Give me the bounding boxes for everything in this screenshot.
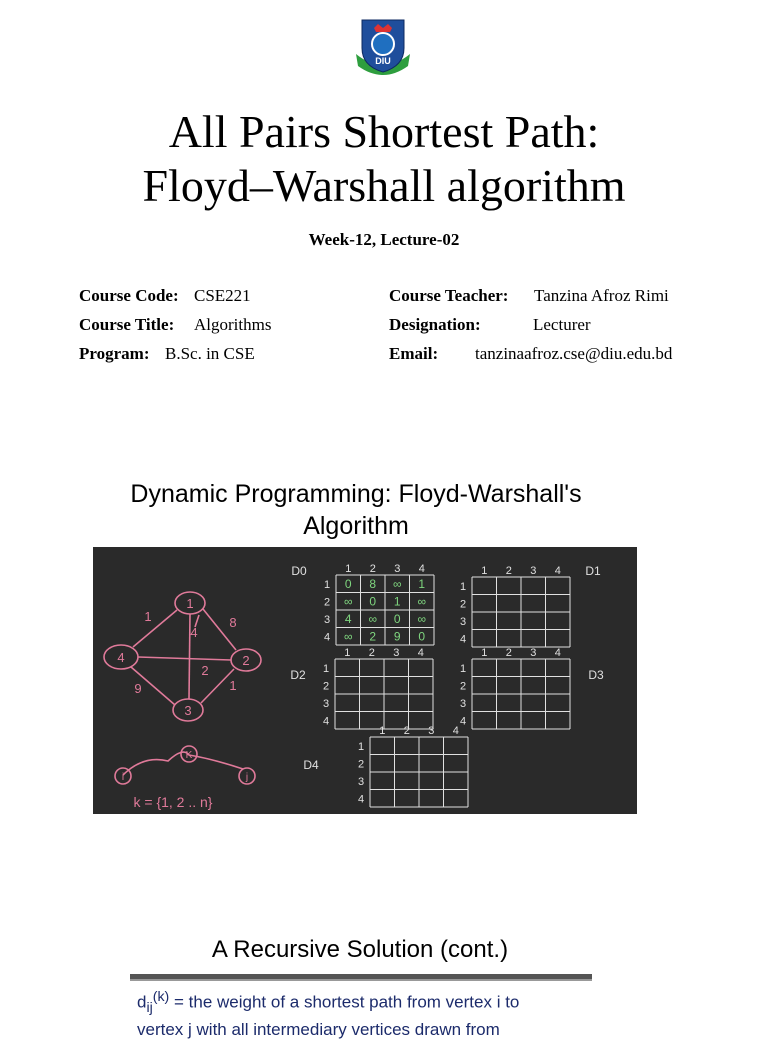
course-code-label: Course Code: xyxy=(79,286,179,305)
matrix-d0-cell: 1 xyxy=(418,577,426,591)
matrix-d0-col-header: 3 xyxy=(394,563,401,575)
matrix-d4-col-header: 4 xyxy=(452,725,459,737)
designation-label: Designation: xyxy=(389,315,481,334)
matrix-d2-row-header: 4 xyxy=(322,715,330,728)
matrix-d2-label: D2 xyxy=(290,668,306,682)
matrix-d2-col-header: 4 xyxy=(417,647,424,659)
diu-logo xyxy=(352,14,414,78)
graph-node-label: 4 xyxy=(117,650,125,665)
matrix-d3-row-header: 4 xyxy=(459,715,467,728)
section-heading-line-1: Dynamic Programming: Floyd-Warshall's xyxy=(130,480,582,508)
matrix-d0-row-header: 3 xyxy=(323,614,331,626)
matrix-d3-col-header: 2 xyxy=(505,647,512,659)
matrix-d2-col-header: 1 xyxy=(344,647,351,659)
matrix-d1-col-header: 2 xyxy=(505,565,512,577)
matrix-d1-col-header: 3 xyxy=(530,565,537,577)
definition-line-2: vertex j with all intermediary vertices drawn from xyxy=(137,1020,500,1040)
matrix-d1-col-header: 4 xyxy=(554,565,561,577)
matrix-d0-cell: 0 xyxy=(418,629,426,644)
edge-weight-label: 8 xyxy=(229,615,237,630)
matrix-d4-row-header: 1 xyxy=(357,741,365,753)
matrix-d3-row-header: 1 xyxy=(459,663,467,675)
section-heading-recursive: A Recursive Solution (cont.) xyxy=(211,936,509,963)
matrix-d0-cell: ∞ xyxy=(417,612,427,626)
matrix-d3-label: D3 xyxy=(588,668,604,682)
matrix-d0-cell: 0 xyxy=(393,612,401,626)
email-label: Email: xyxy=(389,344,439,363)
matrix-d2-row-header: 1 xyxy=(322,663,330,675)
matrix-d2-col-header: 2 xyxy=(368,647,375,659)
path-label-i: i xyxy=(121,772,125,783)
matrix-d0-cell: 8 xyxy=(369,577,377,591)
section-heading-line-2: Algorithm xyxy=(303,512,409,540)
matrix-d3-row-header: 3 xyxy=(459,698,467,710)
course-code-value: CSE221 xyxy=(194,286,251,305)
email-value: tanzinaafroz.cse@diu.edu.bd xyxy=(475,344,673,363)
matrix-d0-row-header: 2 xyxy=(323,596,331,609)
graph-node-label: 3 xyxy=(184,703,192,718)
matrix-d1-label: D1 xyxy=(585,564,601,578)
matrix-d1-row-header: 2 xyxy=(459,598,467,611)
edge-weight-label: 1 xyxy=(144,609,152,624)
lecture-subtitle: Week-12, Lecture-02 xyxy=(308,230,460,249)
matrix-d4-row-header: 3 xyxy=(357,776,365,788)
definition-subscript: ij xyxy=(146,1000,153,1017)
section-heading-dp xyxy=(94,478,618,542)
matrix-d0-cell: 4 xyxy=(344,612,352,626)
course-title-value: Algorithms xyxy=(194,315,272,334)
edge-weight-label: 9 xyxy=(134,681,142,696)
matrix-d0-col-header: 2 xyxy=(369,563,376,575)
matrix-d0-row-header: 4 xyxy=(323,631,331,644)
path-label-j: j xyxy=(245,772,249,783)
definition-line-1: = the weight of a shortest path from vertex i to xyxy=(169,992,520,1012)
set-notation: k = {1, 2 .. n} xyxy=(133,794,213,810)
matrix-d2-row-header: 2 xyxy=(322,680,330,693)
matrix-d0-col-header: 4 xyxy=(418,563,425,575)
matrix-d0-cell: 0 xyxy=(344,577,352,591)
gear-icon xyxy=(372,33,394,55)
matrix-d2-row-header: 3 xyxy=(322,698,330,710)
program-label: Program: xyxy=(79,344,150,363)
graph-node-label: 1 xyxy=(186,596,194,611)
edge-weight-label: 1 xyxy=(229,678,237,693)
title-line-2: Floyd–Warshall algorithm xyxy=(142,160,626,211)
teacher-label: Course Teacher: xyxy=(389,286,509,305)
matrix-d4-col-header: 3 xyxy=(428,725,435,737)
matrix-d3-row-header: 2 xyxy=(459,680,467,693)
heading-rule xyxy=(130,974,592,981)
matrix-d0-cell: ∞ xyxy=(392,577,402,591)
matrix-d3-col-header: 4 xyxy=(554,647,561,659)
course-title-label: Course Title: xyxy=(79,315,175,334)
matrix-d0-cell: ∞ xyxy=(343,594,353,609)
designation-value: Lecturer xyxy=(533,315,591,334)
matrix-d1-row-header: 4 xyxy=(459,633,467,646)
matrix-d1-row-header: 1 xyxy=(459,581,467,593)
matrix-d3-col-header: 1 xyxy=(481,647,488,659)
matrix-d0-cell: 9 xyxy=(393,629,401,644)
matrix-d4-col-header: 1 xyxy=(379,725,386,737)
chalkboard-figure xyxy=(93,547,637,814)
program-value: B.Sc. in CSE xyxy=(165,344,255,363)
chalkboard-background xyxy=(93,547,637,814)
matrix-d0-row-header: 1 xyxy=(323,579,331,591)
definition-superscript: (k) xyxy=(152,989,170,1005)
teacher-value: Tanzina Afroz Rimi xyxy=(534,286,669,305)
edge-weight-label: 2 xyxy=(201,663,209,678)
definition-text xyxy=(137,986,607,1041)
matrix-d4-row-header: 2 xyxy=(357,758,365,771)
path-label-k: K xyxy=(185,750,193,761)
matrix-d0-cell: ∞ xyxy=(417,594,427,609)
matrix-d1-row-header: 3 xyxy=(459,616,467,628)
matrix-d0-col-header: 1 xyxy=(345,563,352,575)
matrix-d0-label: D0 xyxy=(291,564,307,578)
matrix-d1-col-header: 1 xyxy=(481,565,488,577)
matrix-d2-col-header: 3 xyxy=(393,647,400,659)
edge-weight-label: 4 xyxy=(190,625,198,640)
definition-symbol: d xyxy=(137,992,147,1012)
graph-node-label: 2 xyxy=(242,653,250,668)
matrix-d4-row-header: 4 xyxy=(357,793,365,806)
title-line-1: All Pairs Shortest Path: xyxy=(168,106,600,157)
matrix-d0-cell: 2 xyxy=(369,629,377,644)
matrix-d0-cell: ∞ xyxy=(343,629,353,644)
matrix-d0-cell: 0 xyxy=(369,594,377,609)
matrix-d0-cell: 1 xyxy=(393,594,401,609)
matrix-d0-cell: ∞ xyxy=(368,612,378,626)
matrix-d4-col-header: 2 xyxy=(403,725,410,737)
matrix-d3-col-header: 3 xyxy=(530,647,537,659)
matrix-d4-label: D4 xyxy=(303,758,319,772)
logo-text: DIU xyxy=(375,56,391,66)
